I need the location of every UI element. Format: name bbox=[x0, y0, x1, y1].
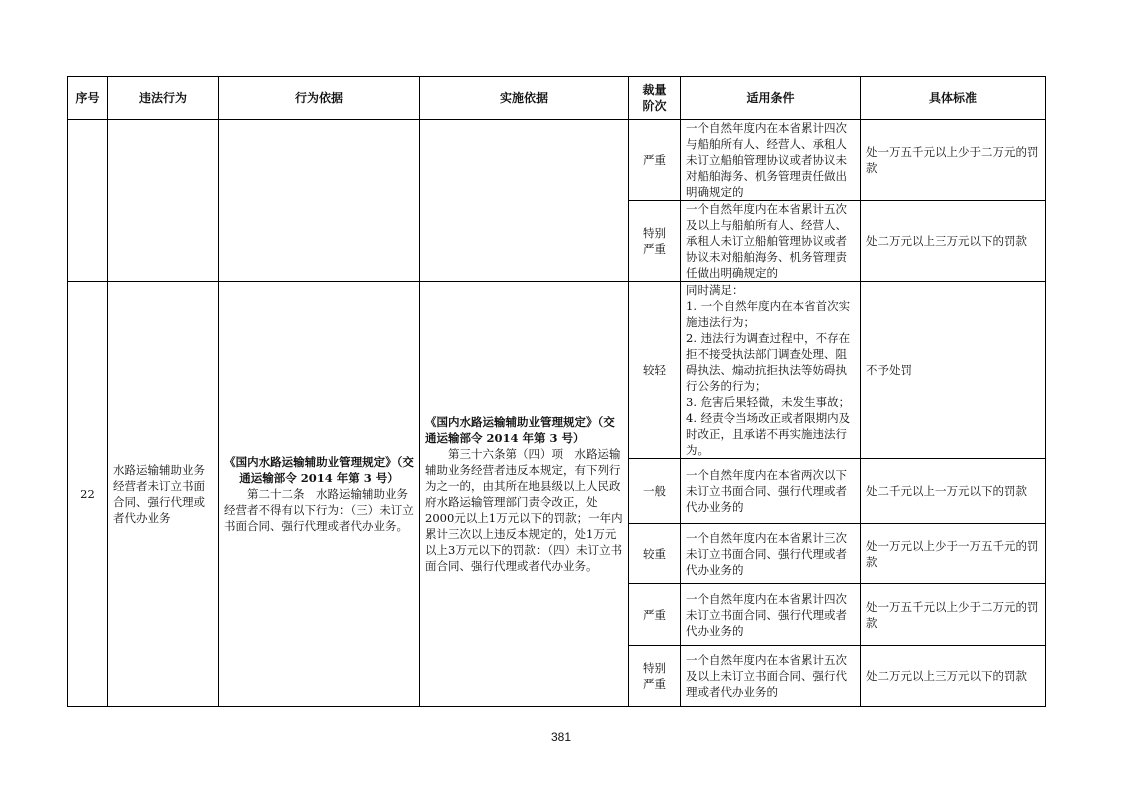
cell-level: 较轻 bbox=[629, 282, 681, 459]
header-condition: 适用条件 bbox=[681, 77, 861, 120]
header-level: 裁量 阶次 bbox=[629, 77, 681, 120]
table-header-row bbox=[68, 77, 1046, 120]
cell-standard: 处一万五千元以上少于二万元的罚款 bbox=[861, 584, 1046, 646]
cell-level: 严重 bbox=[629, 584, 681, 646]
impl-basis-body: 第三十六条第（四）项 水路运输辅助业务经营者违反本规定，有下列行为之一的，由其所在地县级以上人民政府水路运输管理部门责令改正，处2000元以上1万元以下的罚款；一年内累计三次以上违反本规定的，处1万元以上3万元以下的罚款：（四）未订立书面合同、强行代理或者代办业务。 bbox=[425, 447, 623, 573]
act-basis-title: 《国内水路运输辅助业管理规定》（交通运输部令 2014 年第 3 号） bbox=[224, 455, 414, 485]
penalty-discretion-table bbox=[67, 76, 1046, 707]
cell-level: 特别 严重 bbox=[629, 646, 681, 707]
cell-level: 特别 严重 bbox=[629, 201, 681, 282]
cell-standard: 处一万五千元以上少于二万元的罚款 bbox=[861, 120, 1046, 201]
act-basis-body: 第二十二条 水路运输辅助业务经营者不得有以下行为：（三）未订立书面合同、强行代理或者代办业务。 bbox=[224, 487, 414, 533]
cell-impl-basis-empty bbox=[420, 120, 629, 282]
cell-condition: 一个自然年度内在本省累计三次未订立书面合同、强行代理或者代办业务的 bbox=[681, 524, 861, 584]
header-impl-basis: 实施依据 bbox=[420, 77, 629, 120]
header-seq: 序号 bbox=[68, 77, 108, 120]
cell-act-basis-empty bbox=[219, 120, 420, 282]
cell-condition: 一个自然年度内在本省累计五次及以上未订立书面合同、强行代理或者代办业务的 bbox=[681, 646, 861, 707]
cell-condition: 同时满足： 1. 一个自然年度内在本省首次实施违法行为； 2. 违法行为调查过程中，不存在拒不接受执法部门调查处理、阻碍执法、煽动抗拒执法等妨碍执行公务的行为； 3. 危害后果轻微，未发生事故； 4. 经责令当场改正或者限期内及时改正，且承诺不再实施违法行为。 bbox=[681, 282, 861, 459]
table-row bbox=[68, 120, 1046, 201]
cell-standard: 处二万元以上三万元以下的罚款 bbox=[861, 646, 1046, 707]
cell-condition: 一个自然年度内在本省累计四次未订立书面合同、强行代理或者代办业务的 bbox=[681, 584, 861, 646]
header-act-basis: 行为依据 bbox=[219, 77, 420, 120]
table-row bbox=[68, 282, 1046, 459]
cell-violation-empty bbox=[108, 120, 219, 282]
header-violation: 违法行为 bbox=[108, 77, 219, 120]
cell-impl-basis bbox=[420, 282, 629, 707]
cell-seq: 22 bbox=[68, 282, 108, 707]
cell-condition: 一个自然年度内在本省累计四次与船舶所有人、经营人、承租人未订立船舶管理协议或者协议未对船舶海务、机务管理责任做出明确规定的 bbox=[681, 120, 861, 201]
cell-act-basis bbox=[219, 282, 420, 707]
cell-level: 一般 bbox=[629, 459, 681, 524]
cell-level: 严重 bbox=[629, 120, 681, 201]
cell-standard: 处二万元以上三万元以下的罚款 bbox=[861, 201, 1046, 282]
cell-level: 较重 bbox=[629, 524, 681, 584]
cell-standard: 不予处罚 bbox=[861, 282, 1046, 459]
cell-standard: 处一万元以上少于一万五千元的罚款 bbox=[861, 524, 1046, 584]
cell-condition: 一个自然年度内在本省两次以下未订立书面合同、强行代理或者代办业务的 bbox=[681, 459, 861, 524]
cell-violation: 水路运输辅助业务经营者未订立书面合同、强行代理或者代办业务 bbox=[108, 282, 219, 707]
cell-seq-empty bbox=[68, 120, 108, 282]
cell-standard: 处二千元以上一万元以下的罚款 bbox=[861, 459, 1046, 524]
cell-condition: 一个自然年度内在本省累计五次及以上与船舶所有人、经营人、承租人未订立船舶管理协议或者协议未对船舶海务、机务管理责任做出明确规定的 bbox=[681, 201, 861, 282]
header-standard: 具体标准 bbox=[861, 77, 1046, 120]
impl-basis-title: 《国内水路运输辅助业管理规定》（交通运输部令 2014 年第 3 号） bbox=[425, 415, 615, 445]
page-number: 381 bbox=[550, 730, 572, 744]
